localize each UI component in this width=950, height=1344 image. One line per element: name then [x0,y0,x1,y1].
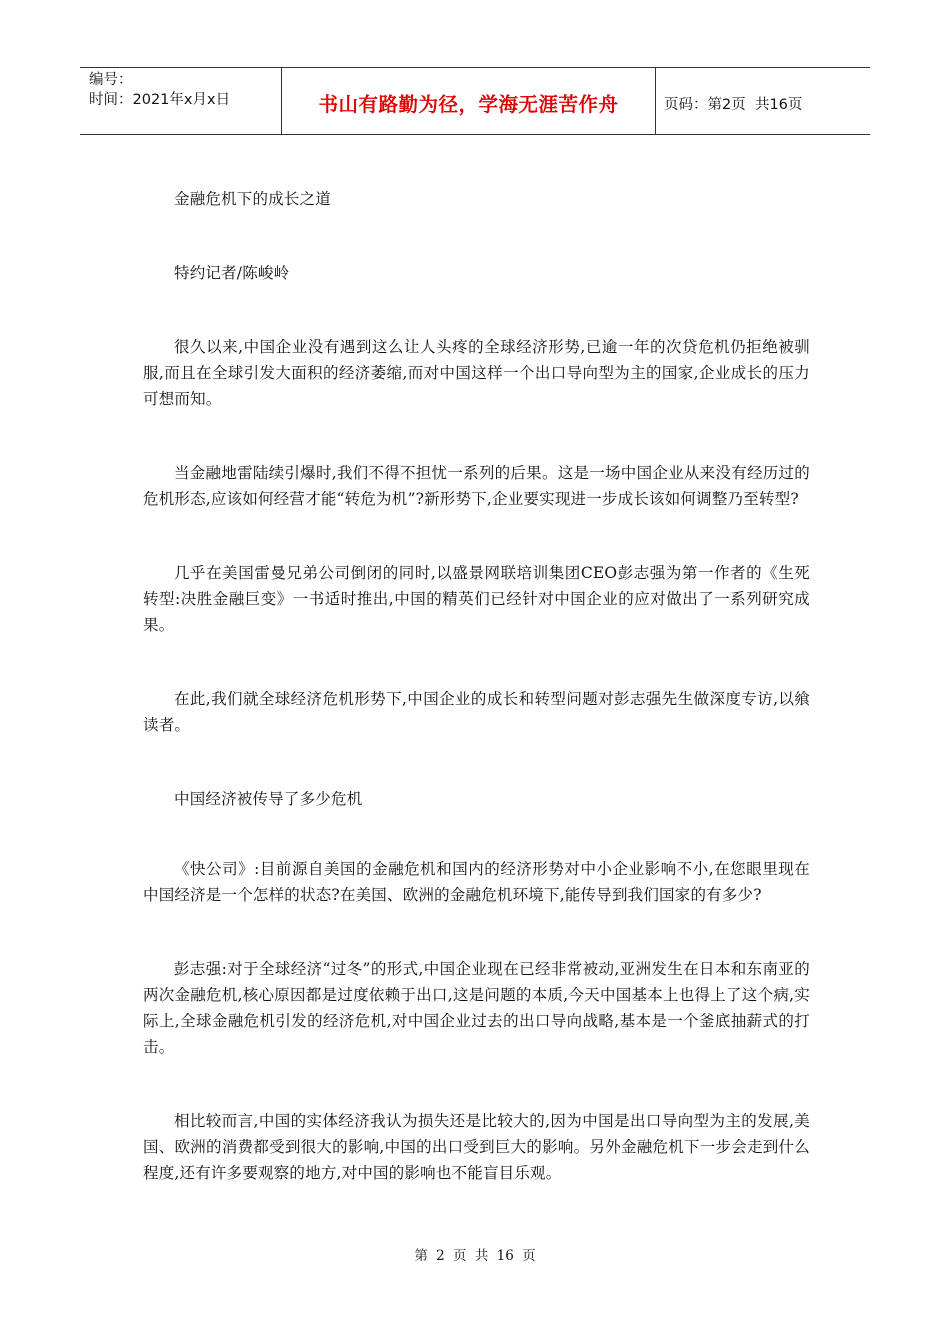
header-page-cell [656,68,870,134]
article-paragraph: 几乎在美国雷曼兄弟公司倒闭的同时,以盛景网联培训集团CEO彭志强为第一作者的《生死转型:决胜金融巨变》一书适时推出,中国的精英们已经针对中国企业的应对做出了一系列研究成果。 [143,564,810,634]
article-paragraph: 很久以来,中国企业没有遇到这么让人头疼的全球经济形势,已逾一年的次贷危机仍拒绝被驯服,而且在全球引发大面积的经济萎缩,而对中国这样一个出口导向型为主的国家,企业成长的压力可想而知。 [143,338,810,408]
article-title: 金融危机下的成长之道 [174,190,332,208]
document-header [80,67,870,135]
document-number-label: 编号： [89,72,133,88]
header-info-cell [80,68,282,134]
header-page-label: 页码：第2页 共16页 [664,96,803,113]
article-answer: 彭志强:对于全球经济“过冬”的形式,中国企业现在已经非常被动,亚洲发生在日本和东南亚的两次金融危机,核心原因都是过度依赖于出口,这是问题的本质,今天中国基本上也得上了这个病,实际上,全球金融危机引发的经济危机,对中国企业过去的出口导向战略,基本是一个釜底抽薪式的打击。 [143,960,810,1056]
article-question: 《快公司》:目前源自美国的金融危机和国内的经济形势对中小企业影响不小,在您眼里现在中国经济是一个怎样的状态?在美国、欧洲的金融危机环境下,能传导到我们国家的有多少? [143,860,810,904]
page-footer: 第 2 页 共 16 页 [414,1248,536,1264]
article-paragraph: 在此,我们就全球经济危机形势下,中国企业的成长和转型问题对彭志强先生做深度专访,以飨读者。 [143,690,810,734]
article-answer: 相比较而言,中国的实体经济我认为损失还是比较大的,因为中国是出口导向型为主的发展,美国、欧洲的消费都受到很大的影响,中国的出口受到巨大的影响。另外金融危机下一步会走到什么程度,还有许多要观察的地方,对中国的影响也不能盲目乐观。 [143,1112,810,1182]
document-time-label: 时间：2021年x月x日 [89,92,231,108]
article-subheading: 中国经济被传导了多少危机 [174,790,363,808]
article-paragraph: 当金融地雷陆续引爆时,我们不得不担忧一系列的后果。这是一场中国企业从来没有经历过的危机形态,应该如何经营才能“转危为机”?新形势下,企业要实现进一步成长该如何调整乃至转型? [143,464,810,508]
article-byline: 特约记者/陈峻岭 [174,264,290,282]
article-body [143,176,810,1186]
header-motto: 书山有路勤为径，学海无涯苦作舟 [318,93,619,116]
header-motto-cell [282,68,656,134]
